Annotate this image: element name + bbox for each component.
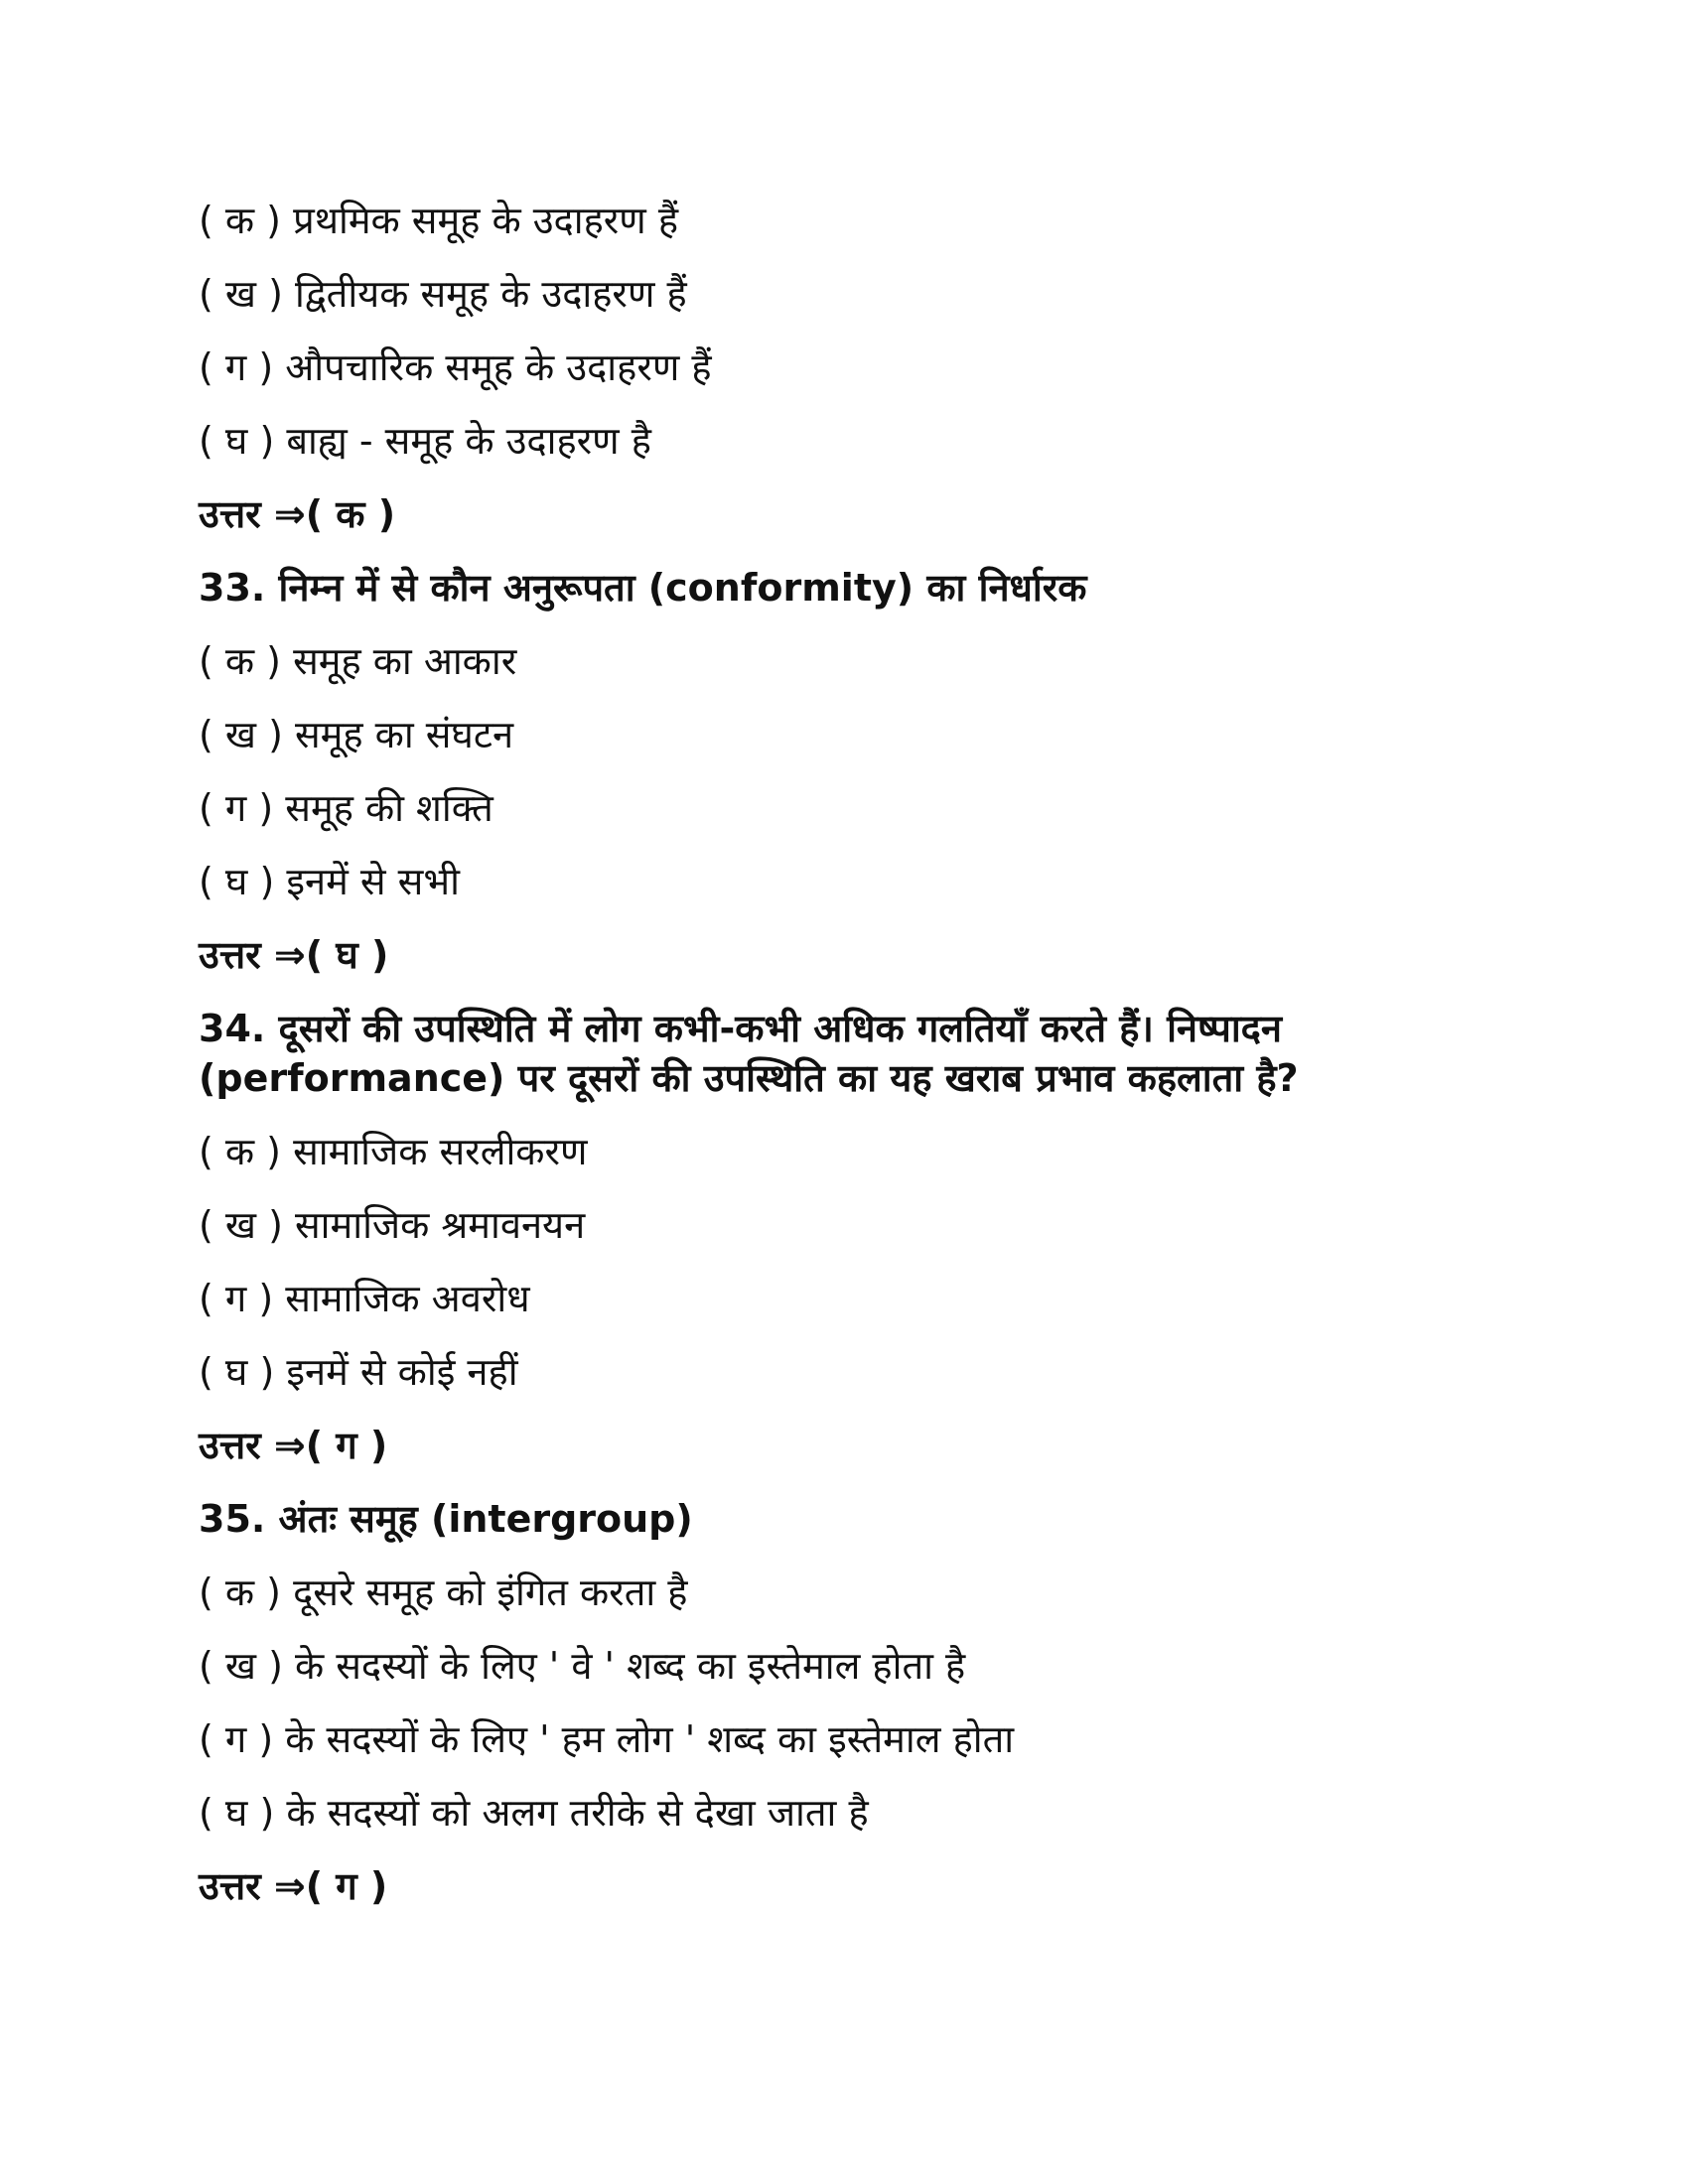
question-34-line-1: 34. दूसरों की उपस्थिति में लोग कभी-कभी अधिक गलतियाँ करते हैं। निष्पादन <box>199 1007 1282 1050</box>
prev-answer: उत्तर ⇒( क ) <box>199 492 396 536</box>
q35-option-gha: ( घ ) के सदस्यों को अलग तरीके से देखा जाता है <box>199 1791 869 1835</box>
question-33: 33. निम्न में से कौन अनुरूपता (conformity) का निर्धारक <box>199 566 1087 610</box>
q35-answer: उत्तर ⇒( ग ) <box>199 1864 388 1908</box>
q34-option-ka: ( क ) सामाजिक सरलीकरण <box>199 1130 588 1173</box>
question-34-line-2: (performance) पर दूसरों की उपस्थिति का यह खराब प्रभाव कहलाता है? <box>199 1056 1299 1100</box>
q34-option-ga: ( ग ) सामाजिक अवरोध <box>199 1277 530 1320</box>
q33-option-kha: ( ख ) समूह का संघटन <box>199 713 514 756</box>
q35-option-kha: ( ख ) के सदस्यों के लिए ' वे ' शब्द का इस्तेमाल होता है <box>199 1644 966 1688</box>
q34-option-kha: ( ख ) सामाजिक श्रमावनयन <box>199 1203 586 1247</box>
q34-option-gha: ( घ ) इनमें से कोई नहीं <box>199 1350 518 1394</box>
prev-option-ga: ( ग ) औपचारिक समूह के उदाहरण हैं <box>199 345 712 389</box>
q33-option-gha: ( घ ) इनमें से सभी <box>199 860 460 903</box>
q35-option-ka: ( क ) दूसरे समूह को इंगित करता है <box>199 1570 688 1614</box>
q33-option-ga: ( ग ) समूह की शक्ति <box>199 786 493 830</box>
prev-option-gha: ( घ ) बाह्य - समूह के उदाहरण है <box>199 419 651 463</box>
q33-option-ka: ( क ) समूह का आकार <box>199 639 517 683</box>
question-35: 35. अंतः समूह (intergroup) <box>199 1497 693 1541</box>
prev-option-ka: ( क ) प्रथमिक समूह के उदाहरण हैं <box>199 199 679 242</box>
q33-answer: उत्तर ⇒( घ ) <box>199 933 389 977</box>
q34-answer: उत्तर ⇒( ग ) <box>199 1424 388 1467</box>
q35-option-ga: ( ग ) के सदस्यों के लिए ' हम लोग ' शब्द का इस्तेमाल होता <box>199 1717 1015 1761</box>
prev-option-kha: ( ख ) द्वितीयक समूह के उदाहरण हैं <box>199 272 687 316</box>
